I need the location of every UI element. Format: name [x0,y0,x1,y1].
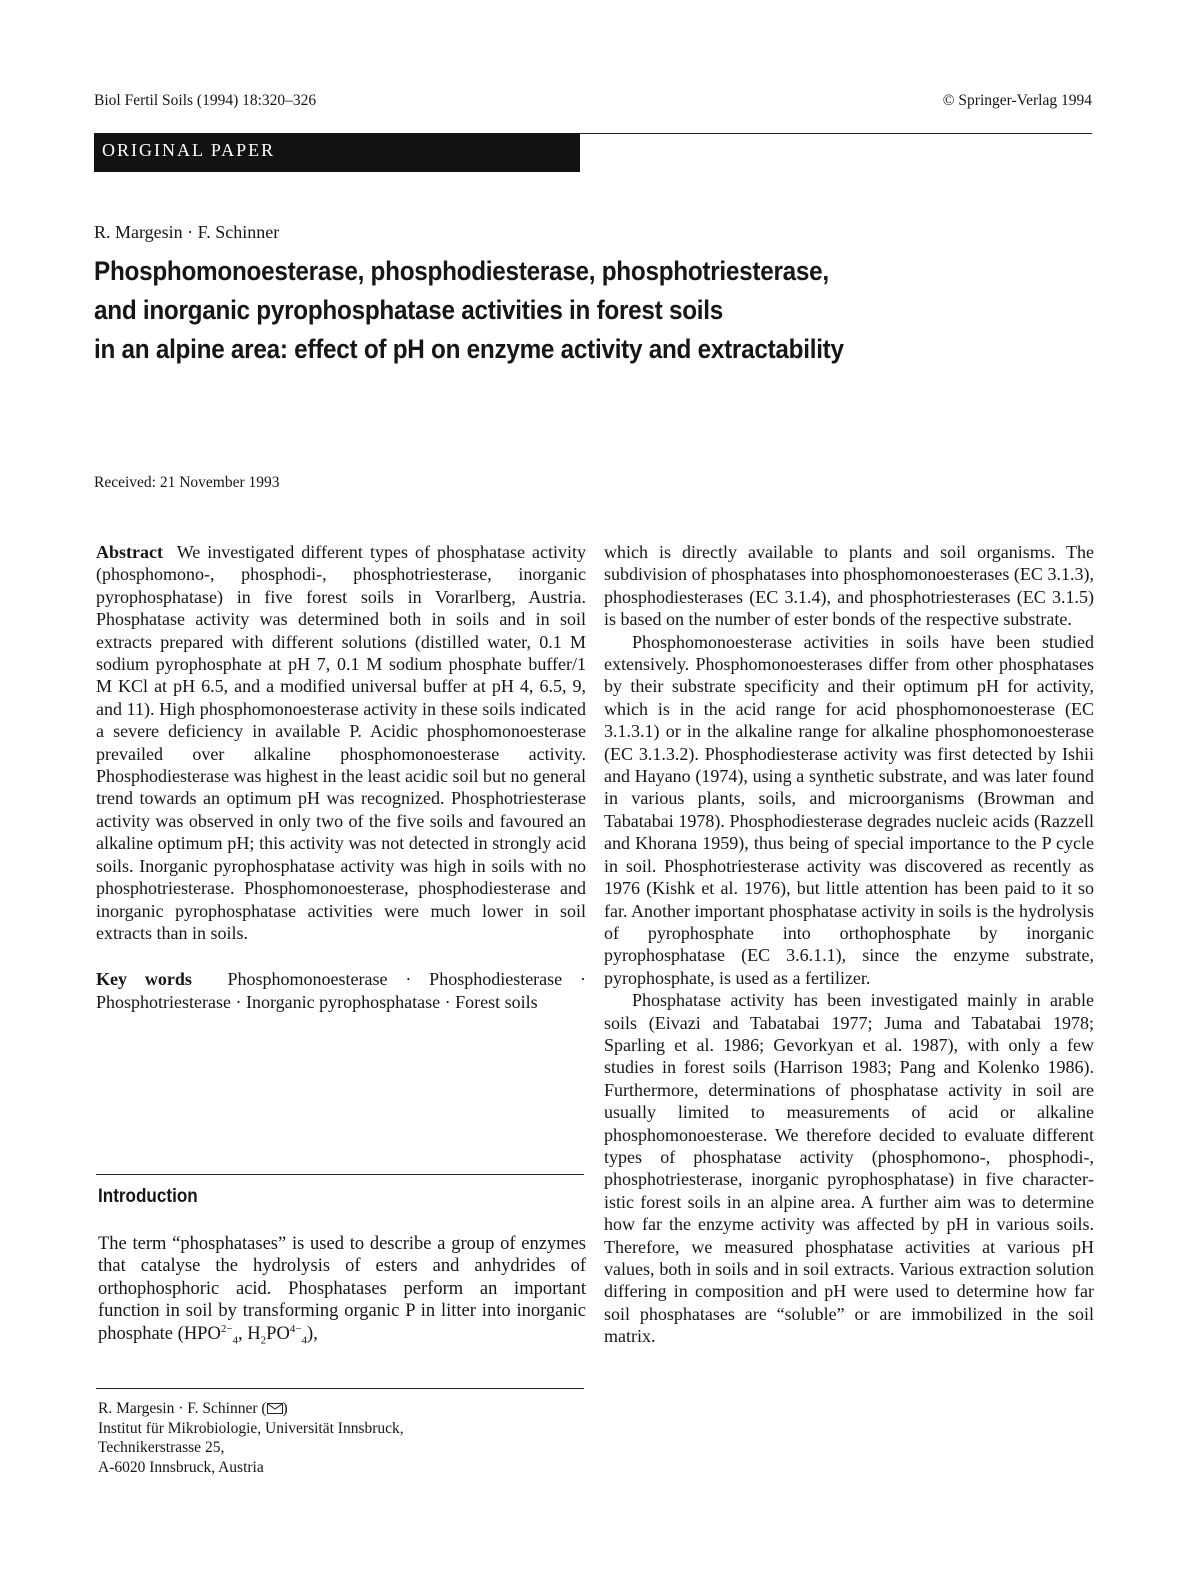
article-title [94,252,994,369]
author-affiliation: R. Margesin · F. Schinner ( ) Institut für Mikrobiologie, Universität Innsbruck, Technikerstrasse 25, A-6020 Innsbruck, Austria [98,1400,404,1476]
intro-text: The term “phosphatases” is used to describe a group of enzymes that catalyse the hydrolysis of esters and anhydrides of orthophosphoric acid. Phosphatases perform an important function in soil by transforming organic P in litter into inorganic phosphate ( [98,1234,586,1344]
title-line-1: Phosphomonoesterase, phosphodiesterase, phosphotriesterase, [94,256,829,286]
keywords-text: Phosphomonoesterase · Phosphodiesterase · Phosphotriesterase · Inorganic pyrophosphatase · Forest soils [96,969,586,1012]
abstract-text: We investigated different types of phosphatase activity (phosphomono-, phosphodi-, phosphotriesterase, inorganic pyrophosphatase) in five forest soils in Vorarlberg, Austria. Phosphatase activity was determined both in soils and in soil extracts prepared with different solutions (distilled water, 0.1 M sodium pyrophosphate at pH 7, 0.1 M sodium phosphate buffer/1 M KCl at pH 6.5, and a modified universal buffer at pH 4, 6.5, 9, and 11). High phosphomonoesterase activity in these soils indicated a severe deficiency in available P. Acidic phosphomonoesterase prevailed over alkaline phosphomonoesterase activity. Phosphodiesterase was highest in the least acidic soil but no general trend towards an optimum pH was recognized. Phosphotriesterase activity was observed in only two of the five soils and favoured an alkaline optimum pH; this activity was not detected in strongly acid soils. Inorganic pyrophosphatase activity was high in soils with no phosphotriesterase. Phosphomonoesterase, phosphodiesterase and inorganic pyrophosphatase activities were much lower in soil extracts than in soils. [96,542,586,943]
envelope-icon [267,1403,283,1414]
keywords-label: Key words [96,969,192,990]
introduction-paragraph: The term “phosphatases” is used to describe a group of enzymes that catalyse the hydrolysis of esters and anhydrides of orthophosphoric acid. Phosphatases perform an important function in soil by transforming organic P in litter into inorganic phosphate ($HPO^{2-}_4$, $H_2PO^{4-}_4$), [98,1234,586,1347]
keywords [96,968,586,1013]
left-column [96,541,586,1013]
title-line-2: and inorganic pyrophosphatase activities in forest soils [94,295,723,325]
received-date: Received: 21 November 1993 [94,474,280,491]
footnote-rule [96,1388,584,1389]
header-rule [580,133,1092,134]
introduction-heading: Introduction [98,1186,198,1207]
right-column [604,541,1094,1348]
title-line-3: in an alpine area: effect of pH on enzyme activity and extractability [94,334,844,364]
copyright-notice: © Springer-Verlag 1994 [942,92,1092,109]
article-type-label: ORIGINAL PAPER [102,140,276,160]
section-rule [96,1174,584,1175]
journal-citation: Biol Fertil Soils (1994) 18:320–326 [94,92,317,109]
abstract-label: Abstract [96,542,163,562]
intro-paragraph-2: Phosphomonoesterase activities in soils have been studied extensively. Phosphomonoesterases differ from other phosphatases by their substrate specificity and their optimum pH for activity, which is in the acid range for acid phosphomonoesterase (EC 3.1.3.1) or in the alkaline range for alkaline phosphomonoesterase (EC 3.1.3.2). Phosphodiesterase activity was first detected by Ishii and Hayano (1974), using a synthetic substrate, and was later found in various plants, soils, and microorganisms (Browman and Tabatabai 1978). Phosphodiesterase degrades nucleic acids (Razzell and Khorana 1959), thus being of special importance to the P cycle in soil. Phosphotriesterase activity was discovered as recently as 1976 (Kishk et al. 1976), but little attention has been paid to it so far. Another important phosphatase activity in soils is the hydrolysis of pyrophosphate into orthophosphate by inorganic pyrophosphatase (EC 3.6.1.1), since the enzyme substrate, pyrophosphate, is used as a fertilizer. [604,631,1094,988]
abstract [96,541,586,944]
author-list: R. Margesin · F. Schinner [94,222,280,242]
intro-continued: which is directly available to plants and soil organisms. The subdivision of phosphatases into phosphomonoesterases (EC 3.1.3), phosphodiesterases (EC 3.1.4), and phosphotriesterases (EC 3.1.5) is based on the number of ester bonds of the respective substrate. [604,542,1094,630]
intro-paragraph-3: Phosphatase activity has been investigated mainly in arable soils (Eivazi and Tabatabai 1977; Juma and Tabatabai 1978; Sparling et al. 1986; Gevorkyan et al. 1987), with only a few studies in forest soils (Harrison 1983; Pang and Kolenko 1986). Furthermore, determinations of phosphatase activity in soil are usually limited to measurements of acid or alkaline phosphomonoesterase. We therefore decided to evaluate different types of phosphatase activity (phosphomono-, phosphodi-, phosphotriesterase, inorganic pyrophosphatase) in five characteristic forest soils in an alpine area. A further aim was to determine how far the enzyme activity was affected by pH in various soils. Therefore, we measured phosphatase activities at various pH values, both in soils and in soil extracts. Various extraction solution differing in composition and pH were used to determine how far soil phosphatases are “soluble” or are immobilized in the soil matrix. [604,990,1094,1347]
